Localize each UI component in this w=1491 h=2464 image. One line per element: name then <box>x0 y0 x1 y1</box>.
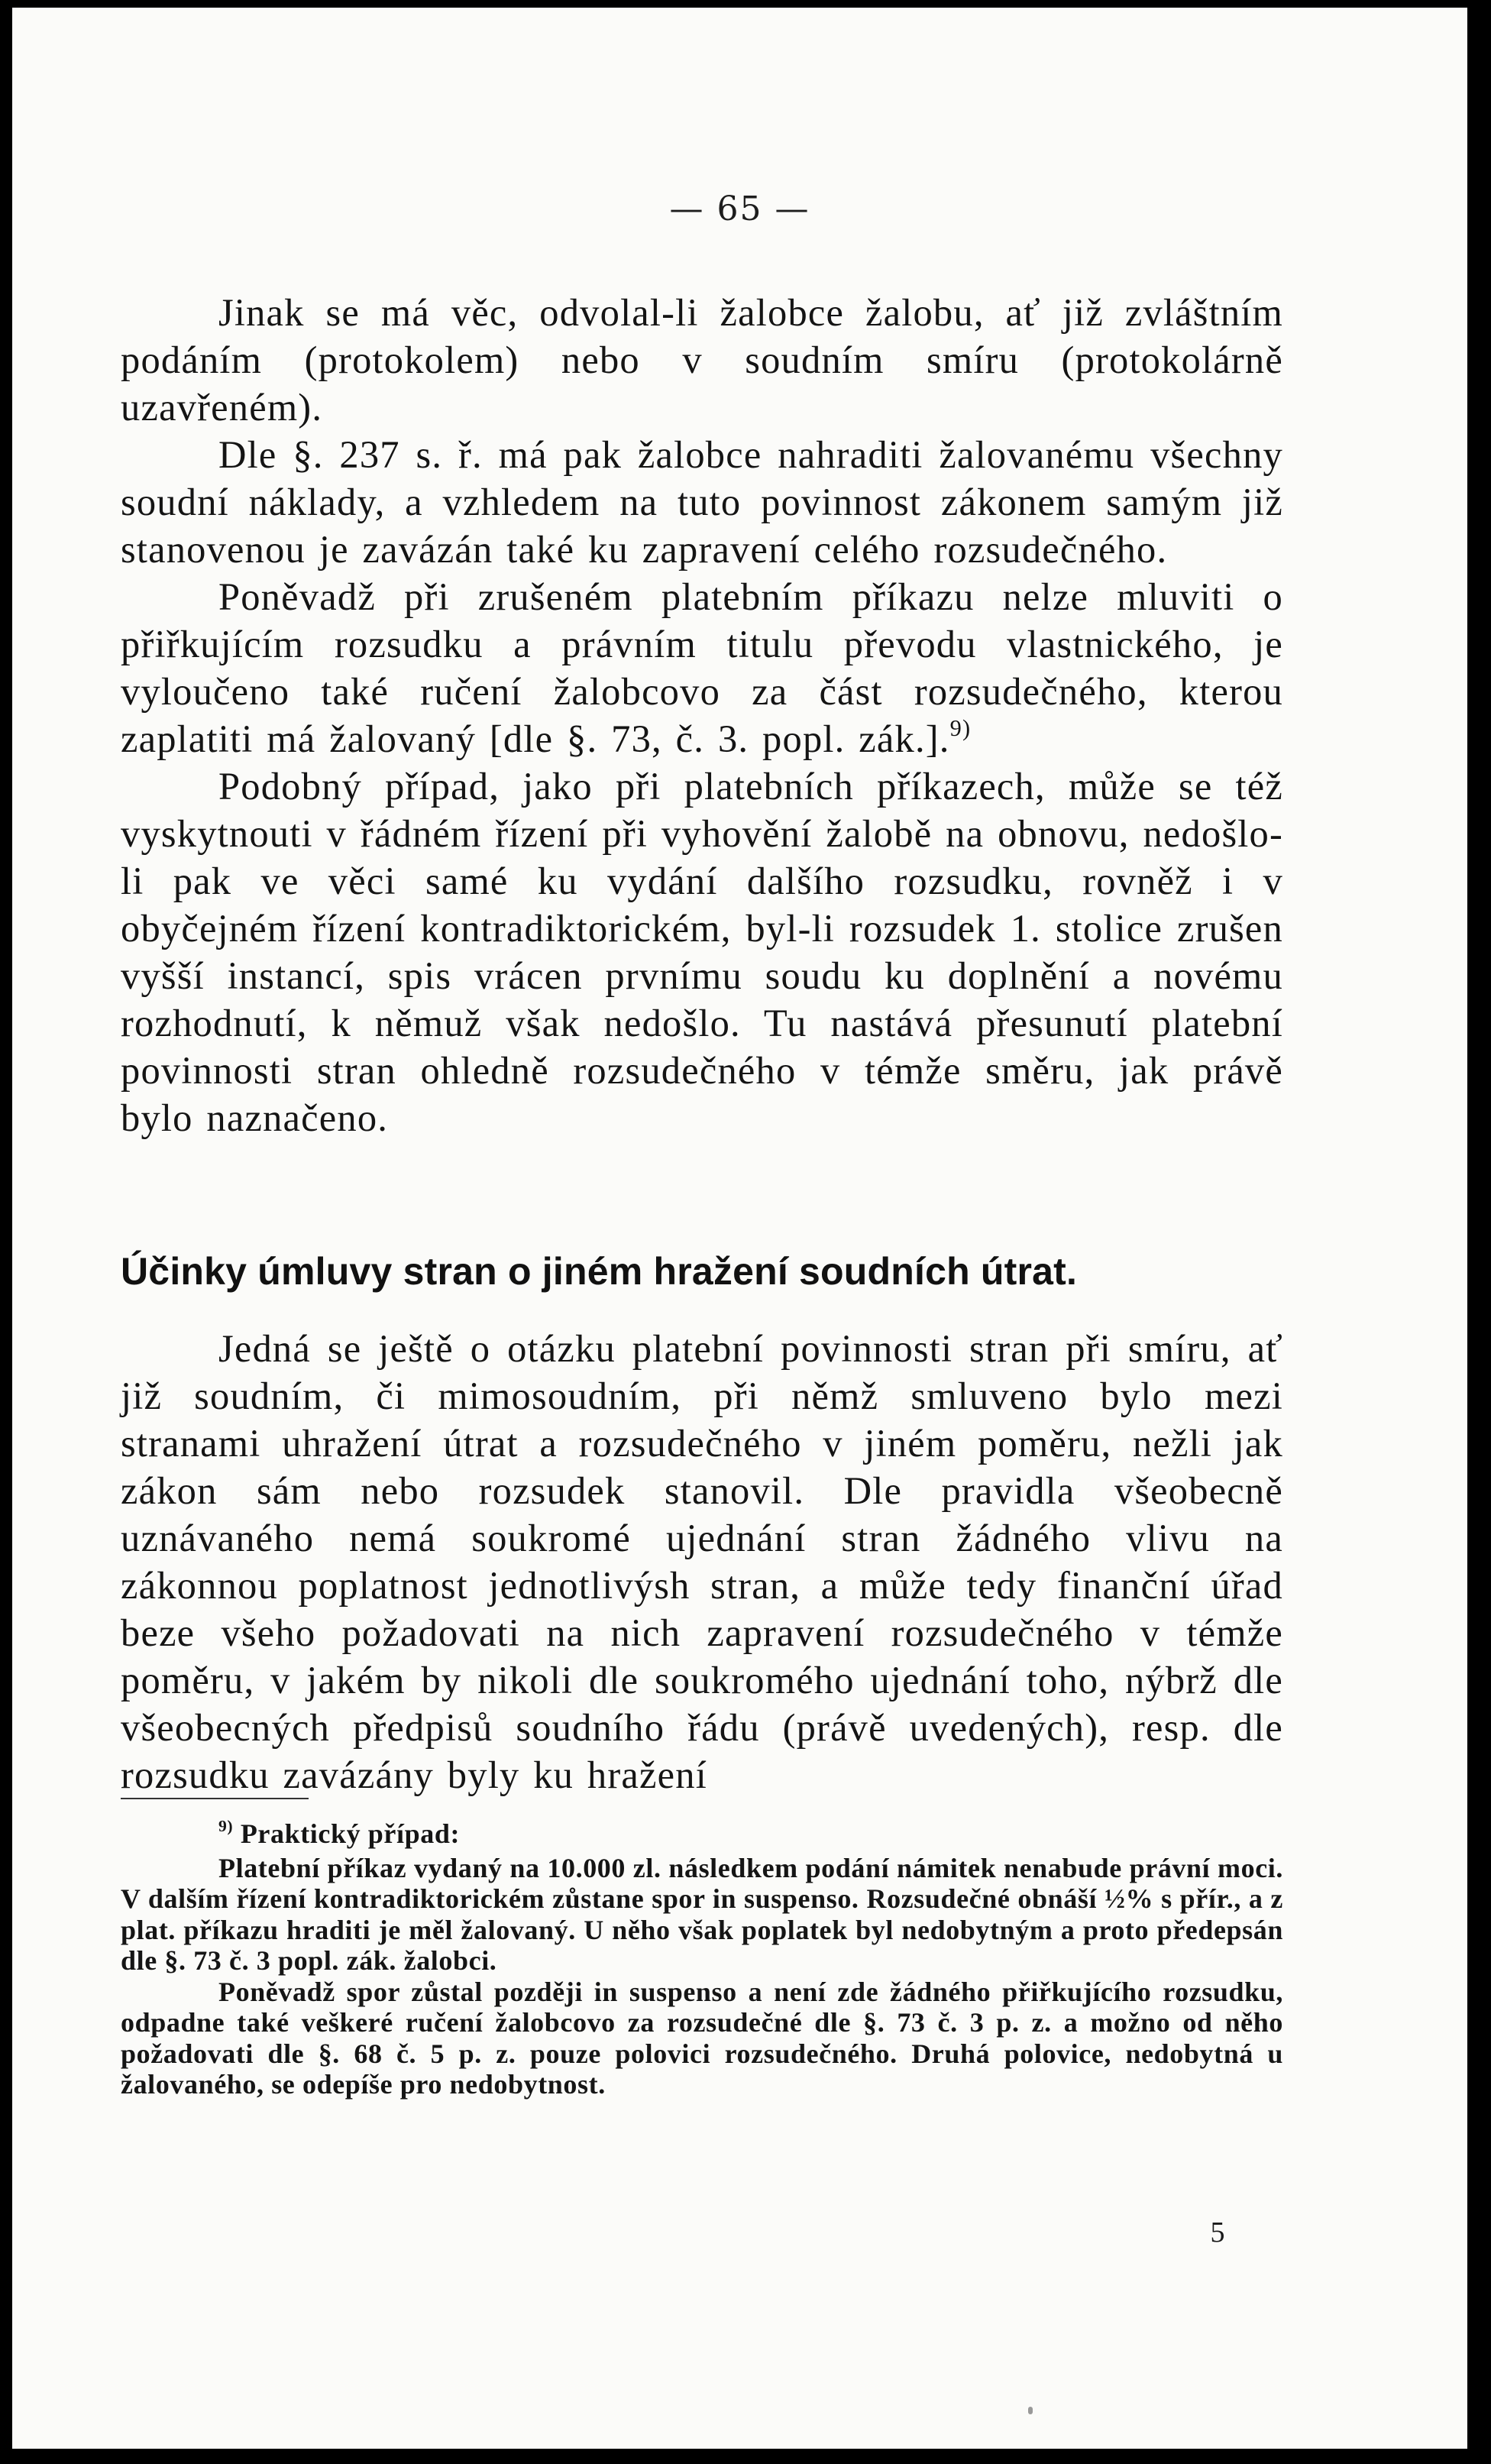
footnote-paragraph-2: Poněvadž spor zůstal později in suspenso a není zde žádného přiřkujícího rozsudku, odpadne také veškeré ručení žalobcovo za rozsudečné dle §. 73 č. 3 p. z. a možno od něho požadovati dle §. 68 č. 5 p. z. pouze polovici rozsudečného. Druhá polovice, nedobytná u žalovaného, se odepíše pro nedobytnost. <box>121 1976 1283 2100</box>
scanned-page <box>12 8 1467 2449</box>
footnote-paragraph-1: Platební příkaz vydaný na 10.000 zl. následkem podání námitek nenabude právní moci. V dalším řízení kontradiktorickém zůstane spor in suspenso. Rozsudečné obnáší ½% s přír., a z plat. příkazu hraditi je měl žalovaný. U něho však poplatek byl nedobytným a proto předepsán dle §. 73 č. 3 popl. zák. žalobci. <box>121 1852 1283 1976</box>
footnote-divider <box>121 1798 309 1799</box>
footnote-title: Praktický případ: <box>240 1818 461 1849</box>
footnote-reference: 9) <box>949 714 972 741</box>
paragraph-2: Dle §. 237 s. ř. má pak žalobce nahraditi žalovanému všechny soudní náklady, a vzhledem na tuto povinnost zákonem samým již stanovenou je zavázán také ku zapravení celého rozsudečného. <box>121 433 1283 571</box>
signature-mark: 5 <box>1210 2216 1225 2249</box>
footnote-marker: 9) <box>218 1816 234 1835</box>
footnote-title-line <box>121 1818 1283 1850</box>
scan-speck <box>1028 2407 1033 2414</box>
paragraph-1: Jinak se má věc, odvolal-li žalobce žalobu, ať již zvláštním podáním (protokolem) nebo v soudním smíru (protokolárně uzavřeném). <box>121 291 1283 429</box>
paragraph-3 <box>121 573 1283 763</box>
section-heading: Účinky úmluvy stran o jiném hražení soudních útrat. <box>121 1250 1078 1293</box>
paragraph-3-text: Poněvadž při zrušeném platebním příkazu nelze mluviti o přiřkujícím rozsudku a právním titulu převodu vlastnického, je vyloučeno také ručení žalobcovo za část rozsudečného, kterou zaplatiti má žalovaný [dle §. 73, č. 3. popl. zák.]. <box>121 575 1283 760</box>
page-number: — 65 — <box>669 189 810 228</box>
paragraph-4: Podobný případ, jako při platebních příkazech, může se též vyskytnouti v řádném řízení při vyhovění žalobě na obnovu, nedošlo-li pak ve věci samé ku vydání dalšího rozsudku, rovněž i v obyčejném řízení kontradiktorickém, byl-li rozsudek 1. stolice zrušen vyšší instancí, spis vrácen prvnímu soudu ku doplnění a novému rozhodnutí, k němuž však nedošlo. Tu nastává přesunutí platební povinnosti stran ohledně rozsudečného v témže směru, jak právě bylo naznačeno. <box>121 765 1283 1139</box>
section-text <box>121 1325 1283 1799</box>
section-paragraph-1: Jedná se ještě o otázku platební povinnosti stran při smíru, ať již soudním, či mimosoudním, při němž smluveno bylo mezi stranami uhražení útrat a rozsudečného v jiném poměru, nežli jak zákon sám nebo rozsudek stanovil. Dle pravidla všeobecně uznávaného nemá soukromé ujednání stran žádného vlivu na zákonnou poplatnost jednotlivýsh stran, a může tedy finanční úřad beze všeho požadovati na nich zapravení rozsudečného v témže poměru, v jakém by nikoli dle soukromého ujednání toho, nýbrž dle všeobecných předpisů soudního řádu (právě uvedených), resp. dle rozsudku zavázány byly ku hražení <box>121 1327 1283 1796</box>
main-text <box>121 289 1283 1141</box>
footnotes <box>121 1818 1283 2100</box>
